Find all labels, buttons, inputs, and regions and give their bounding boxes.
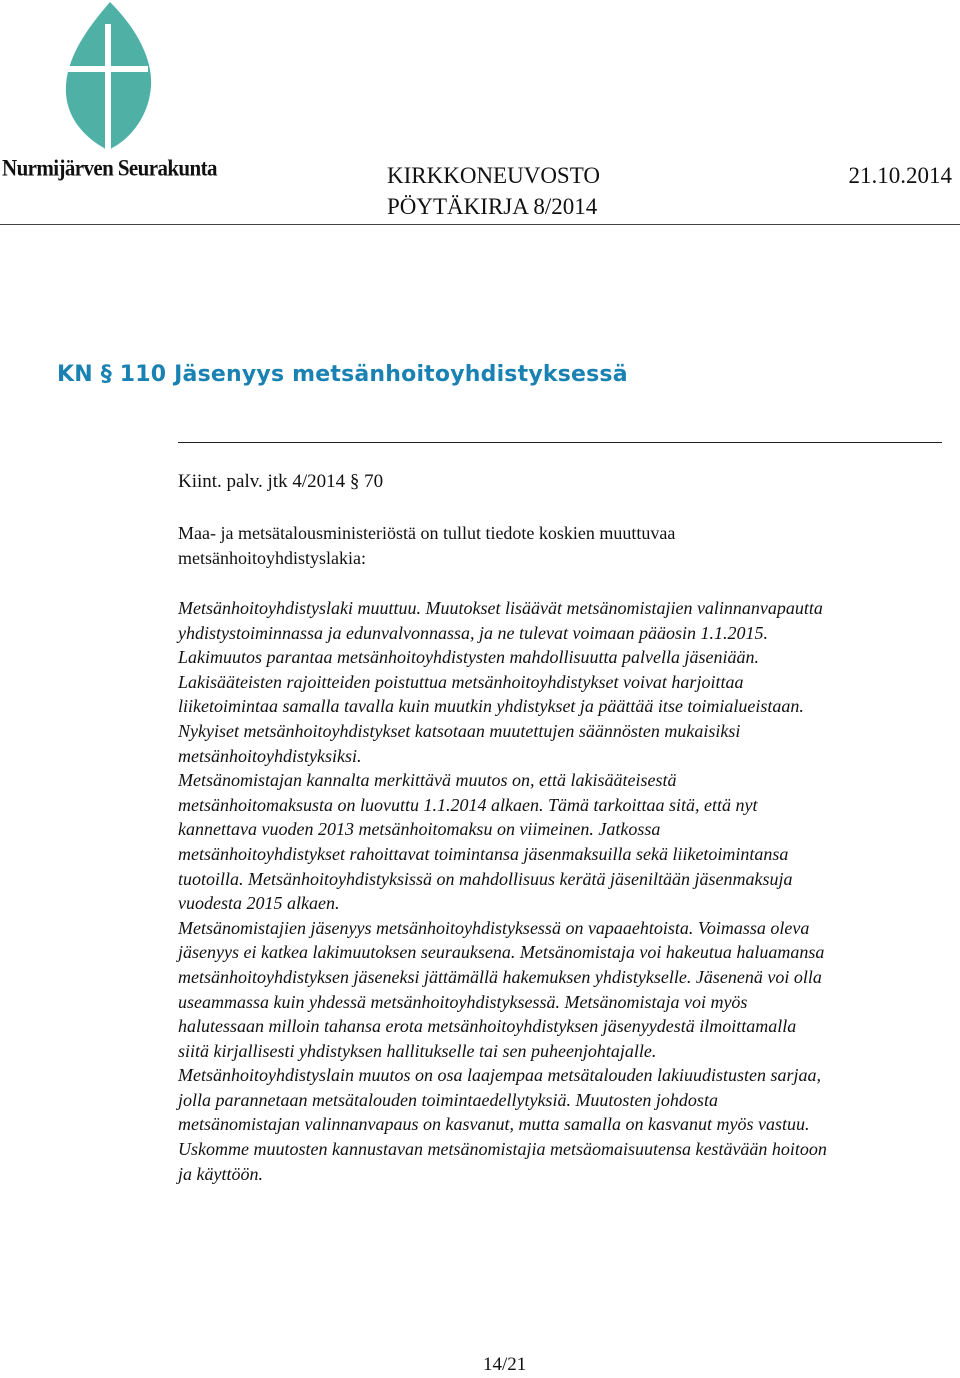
document-header-title: KIRKKONEUVOSTO [387, 163, 600, 188]
bulletin-line: Metsänomistajien jäsenyys metsänhoitoyhdistyksessä on vapaaehtoista. Voimassa oleva [178, 917, 810, 938]
bulletin-line: halutessaan milloin tahansa erota metsänhoitoyhdistyksen jäsenyydestä ilmoittamalla [178, 1016, 797, 1037]
document-date: 21.10.2014 [848, 163, 952, 188]
bulletin-line: jolla parannetaan metsätalouden toimintaedellytyksiä. Muutosten johdosta [178, 1089, 718, 1110]
bulletin-line: ja käyttöön. [178, 1163, 263, 1184]
bulletin-line: kannettava vuoden 2013 metsänhoitomaksu on viimeinen. Jatkossa [178, 819, 661, 840]
reference-line: Kiint. palv. jtk 4/2014 § 70 [178, 471, 384, 492]
header-divider [0, 224, 960, 225]
bulletin-line: yhdistystoiminnassa ja edunvalvonnassa, ja ne tulevat voimaan pääosin 1.1.2015. [178, 622, 768, 643]
bulletin-line: Metsänhoitoyhdistyslaki muuttuu. Muutokset lisäävät metsänomistajien valinnanvapautta [178, 598, 823, 618]
bulletin-line: Lakisääteisten rajoitteiden poistuttua metsänhoitoyhdistykset voivat harjoittaa [178, 671, 744, 692]
document-header-subtitle: PÖYTÄKIRJA 8/2014 [387, 194, 598, 219]
bulletin-line: Nykyiset metsänhoitoyhdistykset katsotaan muutettujen säännösten mukaisiksi [178, 720, 741, 741]
bulletin-line: metsänomistajan valinnanvapaus on kasvanut, mutta samalla on kasvanut myös vastuu. [178, 1114, 810, 1135]
bulletin-line: Uskomme muutosten kannustavan metsänomistajia metsäomaisuutensa kestävään hoitoon [178, 1139, 827, 1160]
leaf-cross-logo-icon [64, 2, 152, 152]
bulletin-line: metsänhoitomaksusta on luovuttu 1.1.2014 alkaen. Tämä tarkoittaa sitä, että nyt [178, 794, 758, 815]
page-number: 14/21 [483, 1354, 527, 1375]
intro-line: Maa- ja metsätalousministeriöstä on tullut tiedote koskien muuttuvaa [178, 523, 676, 543]
organization-name: Nurmijärven Seurakunta [2, 154, 217, 181]
bulletin-line: Metsänomistajan kannalta merkittävä muutos on, että lakisääteisestä [178, 770, 677, 791]
bulletin-line: Metsänhoitoyhdistyslain muutos on osa laajempaa metsätalouden lakiuudistusten sarjaa, [178, 1065, 821, 1086]
bulletin-line: Lakimuutos parantaa metsänhoitoyhdistysten mahdollisuutta palvella jäseniään. [178, 647, 759, 668]
bulletin-text [178, 596, 958, 1186]
bulletin-line: tuotoilla. Metsänhoitoyhdistyksissä on mahdollisuus kerätä jäseniltään jäsenmaksuja [178, 868, 793, 889]
bulletin-line: metsänhoitoyhdistyksen jäseneksi jättämällä hakemuksen yhdistykselle. Jäsenenä voi olla [178, 966, 822, 987]
bulletin-line: vuodesta 2015 alkaen. [178, 893, 340, 914]
bulletin-line: metsänhoitoyhdistykset rahoittavat toimintansa jäsenmaksuilla sekä liiketoimintansa [178, 843, 789, 864]
intro-line: metsänhoitoyhdistyslakia: [178, 547, 366, 568]
section-divider [178, 442, 942, 443]
bulletin-line: useammassa kuin yhdessä metsänhoitoyhdistyksessä. Metsänomistaja voi myös [178, 991, 748, 1012]
intro-paragraph [178, 521, 938, 570]
bulletin-line: liiketoimintaa samalla tavalla kuin muutkin yhdistykset ja päättää itse toimialueistaan. [178, 696, 804, 717]
bulletin-line: metsänhoitoyhdistyksiksi. [178, 745, 362, 766]
section-heading: KN § 110 Jäsenyys metsänhoitoyhdistyksessä [57, 362, 628, 387]
bulletin-line: jäsenyys ei katkea lakimuutoksen seurauksena. Metsänomistaja voi hakeutua haluamansa [178, 942, 825, 963]
bulletin-line: siitä kirjallisesti yhdistyksen hallitukselle tai sen puheenjohtajalle. [178, 1040, 657, 1061]
